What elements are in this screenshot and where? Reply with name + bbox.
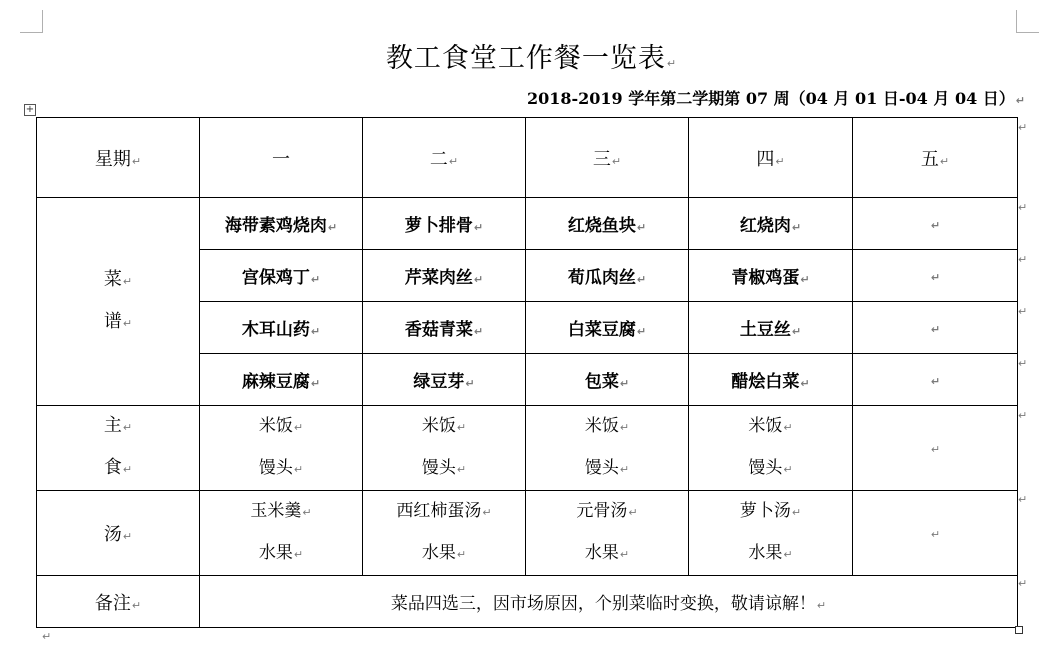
soup-cell-empty[interactable] [853, 491, 1018, 576]
menu-cell[interactable]: 土豆丝↵ [689, 302, 853, 354]
header-cell-day[interactable]: 二↵ [363, 118, 526, 198]
cell-mark-icon: ↵ [619, 377, 630, 390]
cell-mark-icon: ↵ [456, 421, 467, 434]
row-end-mark-icon: ↵ [1018, 357, 1028, 370]
menu-cell[interactable]: 木耳山药↵ [200, 302, 363, 354]
row-end-mark-icon: ↵ [1018, 493, 1028, 506]
note-label-cell[interactable]: 备注↵ [37, 576, 200, 628]
soup-cell[interactable]: 西红柿蛋汤↵ 水果↵ [363, 491, 526, 576]
staple-cell[interactable]: 米饭↵ 馒头↵ [526, 406, 689, 491]
menu-label-cell[interactable]: 菜↵ 谱↵ [37, 198, 200, 406]
cell-mark-icon: ↵ [930, 528, 941, 541]
menu-cell[interactable]: 荀瓜肉丝↵ [526, 250, 689, 302]
row-end-mark-icon: ↵ [1018, 253, 1028, 266]
menu-cell[interactable]: 萝卜排骨↵ [363, 198, 526, 250]
header-cell-day[interactable]: 一 [200, 118, 363, 198]
menu-cell-empty[interactable] [853, 250, 1018, 302]
cell-mark-icon: ↵ [636, 273, 647, 286]
paragraph-mark-icon: ↵ [42, 630, 52, 643]
cell-mark-icon: ↵ [619, 463, 630, 476]
menu-cell[interactable]: 白菜豆腐↵ [526, 302, 689, 354]
soup-cell[interactable]: 元骨汤↵ 水果↵ [526, 491, 689, 576]
cell-mark-icon: ↵ [816, 599, 827, 612]
cell-mark-icon: ↵ [122, 274, 133, 288]
header-cell-day[interactable]: 五↵ [853, 118, 1018, 198]
menu-cell[interactable]: 红烧肉↵ [689, 198, 853, 250]
menu-cell[interactable]: 海带素鸡烧肉↵ [200, 198, 363, 250]
cell-mark-icon: ↵ [302, 506, 312, 519]
soup-label-cell[interactable]: 汤↵ [37, 491, 200, 576]
header-cell-day[interactable]: 四↵ [689, 118, 853, 198]
cell-mark-icon: ↵ [930, 322, 941, 336]
menu-table [36, 117, 1018, 628]
cell-mark-icon: ↵ [800, 273, 810, 286]
cell-mark-icon: ↵ [473, 325, 484, 338]
cell-mark-icon: ↵ [122, 316, 133, 330]
document-title[interactable]: 教工食堂工作餐一览表↵ [385, 43, 678, 74]
cell-mark-icon: ↵ [448, 154, 459, 168]
cell-mark-icon: ↵ [636, 325, 647, 338]
row-end-mark-icon: ↵ [1018, 201, 1028, 214]
menu-cell[interactable]: 麻辣豆腐↵ [200, 354, 363, 406]
row-end-mark-icon: ↵ [1018, 305, 1028, 318]
paragraph-mark-icon: ↵ [1015, 94, 1025, 107]
table-move-handle-icon[interactable]: + [25, 104, 35, 115]
cell-mark-icon: ↵ [636, 221, 647, 234]
soup-cell[interactable]: 萝卜汤↵ 水果↵ [689, 491, 853, 576]
staple-cell[interactable]: 米饭↵ 馒头↵ [200, 406, 363, 491]
page-corner-top-left [20, 10, 43, 33]
cell-mark-icon: ↵ [791, 506, 802, 519]
row-end-mark-icon: ↵ [1018, 577, 1028, 590]
cell-mark-icon: ↵ [611, 154, 622, 168]
cell-mark-icon: ↵ [482, 506, 492, 519]
cell-mark-icon: ↵ [131, 154, 142, 168]
menu-cell-empty[interactable] [853, 198, 1018, 250]
cell-mark-icon: ↵ [465, 377, 475, 390]
cell-mark-icon: ↵ [775, 154, 785, 168]
soup-cell[interactable]: 玉米羹↵ 水果↵ [200, 491, 363, 576]
cell-mark-icon: ↵ [122, 421, 133, 434]
menu-cell-empty[interactable] [853, 302, 1018, 354]
menu-row [37, 198, 1018, 250]
cell-mark-icon: ↵ [930, 218, 941, 232]
header-cell-day[interactable]: 三↵ [526, 118, 689, 198]
staple-cell-empty[interactable] [853, 406, 1018, 491]
cell-mark-icon: ↵ [800, 377, 810, 390]
cell-mark-icon: ↵ [473, 221, 484, 234]
cell-mark-icon: ↵ [783, 548, 793, 561]
cell-mark-icon: ↵ [619, 548, 630, 561]
cell-mark-icon: ↵ [310, 325, 321, 338]
page-corner-top-right [1016, 10, 1039, 33]
cell-mark-icon: ↵ [310, 377, 321, 390]
paragraph-mark-icon: ↵ [666, 57, 678, 70]
cell-mark-icon: ↵ [930, 270, 941, 284]
cell-mark-icon: ↵ [783, 421, 793, 434]
cell-mark-icon: ↵ [619, 421, 630, 434]
row-end-mark-icon: ↵ [1018, 409, 1028, 422]
menu-cell[interactable]: 香菇青菜↵ [363, 302, 526, 354]
cell-mark-icon: ↵ [131, 598, 142, 612]
menu-cell-empty[interactable] [853, 354, 1018, 406]
menu-cell[interactable]: 宫保鸡丁↵ [200, 250, 363, 302]
soup-row [37, 491, 1018, 576]
cell-mark-icon: ↵ [293, 463, 304, 476]
staple-label-cell[interactable]: 主↵ 食↵ [37, 406, 200, 491]
row-end-mark-icon: ↵ [1018, 121, 1028, 134]
note-row [37, 576, 1018, 628]
cell-mark-icon: ↵ [473, 273, 484, 286]
cell-mark-icon: ↵ [456, 463, 467, 476]
cell-mark-icon: ↵ [122, 530, 133, 543]
note-text-cell[interactable]: 菜品四选三，因市场原因，个别菜临时变换，敬请谅解！↵ [200, 576, 1018, 628]
document-subtitle[interactable]: 2018-2019 学年第二学期第 07 周（04 月 01 日-04 月 04 日）↵ [526, 89, 1025, 108]
staple-row [37, 406, 1018, 491]
cell-mark-icon: ↵ [791, 221, 802, 234]
menu-cell[interactable]: 醋烩白菜↵ [689, 354, 853, 406]
table-resize-handle-icon[interactable] [1015, 626, 1023, 634]
menu-cell[interactable]: 青椒鸡蛋↵ [689, 250, 853, 302]
cell-mark-icon: ↵ [293, 548, 304, 561]
cell-mark-icon: ↵ [791, 325, 802, 338]
staple-cell[interactable]: 米饭↵ 馒头↵ [363, 406, 526, 491]
menu-cell[interactable]: 红烧鱼块↵ [526, 198, 689, 250]
menu-cell[interactable]: 芹菜肉丝↵ [363, 250, 526, 302]
cell-mark-icon: ↵ [327, 221, 338, 234]
cell-mark-icon: ↵ [456, 548, 467, 561]
cell-mark-icon: ↵ [783, 463, 793, 476]
cell-mark-icon: ↵ [293, 421, 304, 434]
cell-mark-icon: ↵ [939, 154, 950, 168]
cell-mark-icon: ↵ [122, 463, 133, 476]
cell-mark-icon: ↵ [628, 506, 638, 519]
cell-mark-icon: ↵ [930, 374, 941, 388]
staple-cell[interactable]: 米饭↵ 馒头↵ [689, 406, 853, 491]
header-row [37, 118, 1018, 198]
cell-mark-icon: ↵ [930, 443, 941, 456]
menu-cell[interactable]: 包菜↵ [526, 354, 689, 406]
cell-mark-icon: ↵ [310, 273, 321, 286]
menu-cell[interactable]: 绿豆芽↵ [363, 354, 526, 406]
header-cell-weekday[interactable]: 星期↵ [37, 118, 200, 198]
